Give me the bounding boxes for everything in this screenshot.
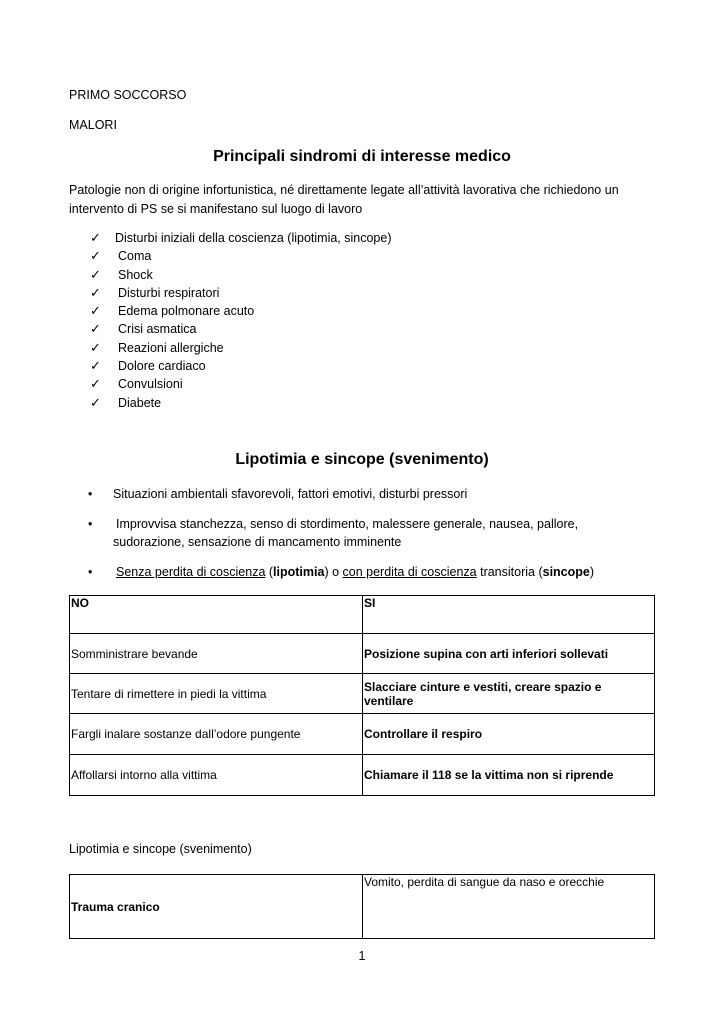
cell-si: Controllare il respiro (363, 714, 655, 755)
conditions-list (90, 229, 392, 412)
checkmark-icon: ✓ (90, 358, 101, 374)
list-item: ✓ Crisi asmatica (90, 320, 392, 338)
section1-intro: Patologie non di origine infortunistica, né direttamente legate all’attività lavorativa che richiedono un intervento di PS se si manifestano sul luogo di lavoro (69, 183, 619, 216)
table-row (70, 674, 655, 714)
list-item: ✓ Disturbi iniziali della coscienza (lipotimia, sincope) (90, 229, 392, 247)
checkmark-icon: ✓ (90, 230, 101, 245)
header-no: NO (70, 596, 363, 634)
checkmark-icon: ✓ (90, 376, 101, 392)
checkmark-icon: ✓ (90, 266, 101, 282)
cell-si: Chiamare il 118 se la vittima non si riprende (363, 755, 655, 796)
cell-no: Fargli inalare sostanze dall’odore pungente (70, 714, 363, 755)
checkmark-icon: ✓ (90, 339, 101, 355)
checkmark-icon: ✓ (90, 303, 101, 319)
list-item: ✓ Shock (90, 266, 392, 284)
table-row (70, 634, 655, 674)
checkmark-icon: ✓ (90, 248, 101, 264)
list-item: ✓ Dolore cardiaco (90, 357, 392, 375)
table-row (70, 755, 655, 796)
table-row (70, 875, 655, 939)
list-item: • Situazioni ambientali sfavorevoli, fattori emotivi, disturbi pressori (88, 487, 468, 501)
cell-no: Tentare di rimettere in piedi la vittima (70, 674, 363, 714)
cell-si: Posizione supina con arti inferiori sollevati (363, 634, 655, 674)
section3-label: Lipotimia e sincope (svenimento) (69, 842, 252, 856)
bullet-list (88, 515, 648, 551)
list-item: ✓ Convulsioni (90, 375, 392, 393)
list-item: • Improvvisa stanchezza, senso di stordimento, malessere generale, nausea, pallore, sudorazione, sensazione di mancamento imminente (88, 517, 579, 549)
header-si: SI (363, 596, 655, 634)
list-item: ✓ Diabete (90, 394, 392, 412)
header-title: PRIMO SOCCORSO (69, 88, 187, 102)
trauma-table (69, 874, 655, 939)
section1-title: Principali sindromi di interesse medico (213, 148, 511, 165)
do-dont-table (69, 595, 655, 796)
list-item: • Senza perdita di coscienza (lipotimia) o con perdita di coscienza transitoria (sincope) (88, 565, 595, 579)
checkmark-icon: ✓ (90, 394, 101, 410)
table-row (70, 714, 655, 755)
bullet-icon: • (88, 565, 93, 579)
cell-no: Somministrare bevande (70, 634, 363, 674)
list-item: ✓ Disturbi respiratori (90, 284, 392, 302)
bullet-list (88, 563, 648, 581)
cell-symptoms: Vomito, perdita di sangue da naso e orecchie (363, 875, 655, 939)
cell-no: Affollarsi intorno alla vittima (70, 755, 363, 796)
cell-trauma: Trauma cranico (70, 875, 363, 939)
bullet-icon: • (88, 517, 93, 531)
table-row (70, 596, 655, 634)
checkmark-icon: ✓ (90, 321, 101, 337)
list-item: ✓ Edema polmonare acuto (90, 302, 392, 320)
list-item: ✓ Coma (90, 247, 392, 265)
list-item: ✓ Reazioni allergiche (90, 339, 392, 357)
page-number: 1 (358, 949, 366, 963)
bullet-icon: • (88, 487, 93, 501)
cell-si: Slacciare cinture e vestiti, creare spazio e ventilare (363, 674, 655, 714)
bullet-list (88, 485, 648, 503)
header-subtitle: MALORI (69, 118, 117, 132)
section2-title: Lipotimia e sincope (svenimento) (235, 451, 489, 468)
checkmark-icon: ✓ (90, 284, 101, 300)
